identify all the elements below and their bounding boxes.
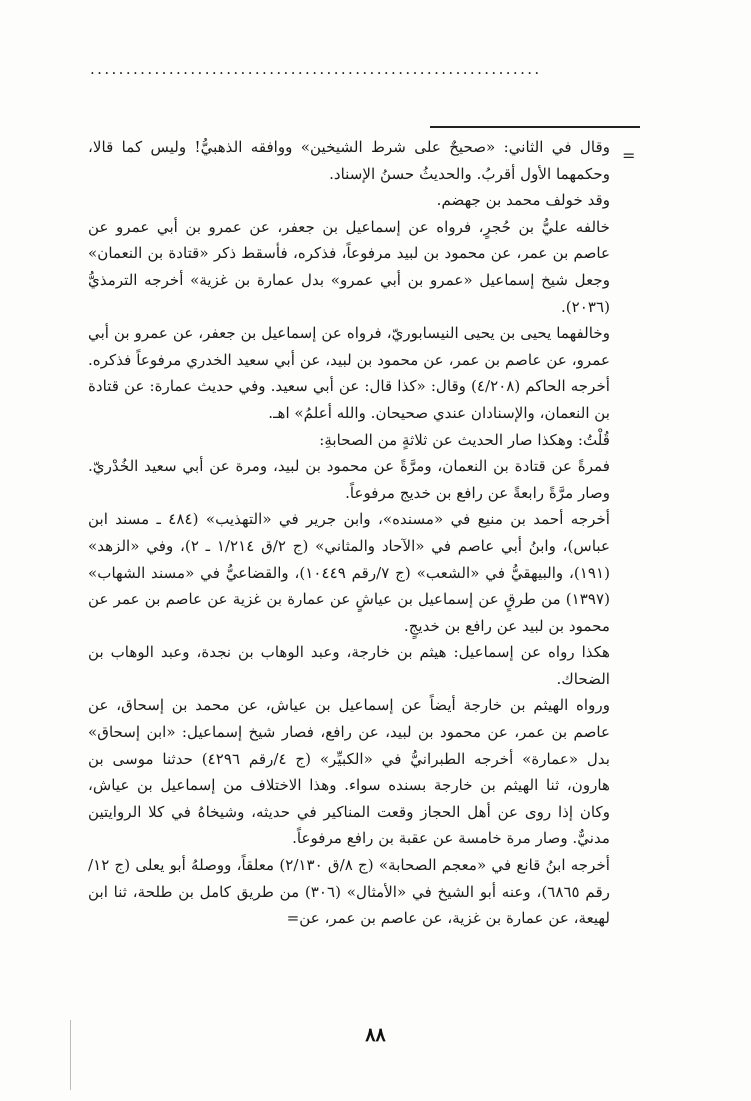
paragraph: أخرجه ابنُ قانع في «معجم الصحابة» (ج ٨/ق ٢/١٣٠) معلقاً، ووصلهُ أبو يعلى (ج ١٢/رقم ٦٨٦٥)، وعنه أبو الشيخ في «الأمثال» (٣٠٦) من طريق كامل بن طلحة، ثنا ابن لهيعة، عن عمارة بن غزية، عن عاصم بن عمر، عن= [88,856,610,928]
paragraph: قُلْتُ: وهكذا صار الحديث عن ثلاثةٍ من الصحابةِ: [319,430,610,449]
footnote-text-block [88,134,610,932]
page-number: ٨٨ [365,1024,386,1046]
paragraph: خالفه عليُّ بن حُجرٍ، فرواه عن إسماعيل بن جعفر، عن عمرو بن أبي عمرو عن عاصم بن عمر، عن محمود بن لبيد مرفوعاً، فذكره، فأسقط ذكر «قتادة بن النعمان» وجعل شيخ إسماعيل «عمرو بن أبي عمرو» بدل عمارة بن غزية» أخرجه الترمذيُّ (٢٠٣٦). [88,217,610,316]
paragraph: وخالفهما يحيى بن يحيى النيسابوريّ، فرواه عن إسماعيل بن جعفر، عن عمرو بن أبي عمرو، عن عاصم بن عمر، عن محمود بن لبيد، عن أبي سعيد الخدري مرفوعاً فذكره. أخرجه الحاكم (٤/٢٠٨) وقال: «كذا قال: عن أبي سعيد. وفي حديث عمارة: عن قتادة بن النعمان، والإسنادان عندي صحيحان. والله أعلمُ» اهـ. [88,324,610,422]
footnote-separator-rule [430,126,640,128]
paragraph: فمرةً عن قتادة بن النعمان، ومرَّةً عن محمود بن لبيد، ومرة عن أبي سعيد الخُدْريّ. وصار مرَّةً رابعةً عن رافع بن خديج مرفوعاً. [88,457,610,502]
header-dotted-rule: ............................................................... [90,62,542,76]
paragraph: وقد خولف محمد بن جهضم. [436,191,610,210]
continuation-mark: = [622,146,636,165]
paragraph: أخرجه أحمد بن منيع في «مسنده»، وابن جرير في «التهذيب» (٤٨٤ ـ مسند ابن عباس)، وابنُ أبي عاصم في «الآحاد والمثاني» (ج ٢/ق ١/٢١٤ ـ ٢)، وفي «الزهد» (١٩١)، والبيهقيُّ في «الشعب» (ج ٧/رقم ١٠٤٤٩)، والقضاعيُّ في «مسند الشهاب» (١٣٩٧) من طرقٍ عن إسماعيل بن عياشٍ عن عمارة بن غزية عن عاصم بن عمر عن محمود بن لبيد عن رافع بن خديجٍ. [88,510,610,635]
paragraph: هكذا رواه عن إسماعيل: هيثم بن خارجة، وعبد الوهاب بن نجدة، وعبد الوهاب بن الضحاك. [88,643,610,688]
paragraph: وقال في الثاني: «صحيحٌ على شرط الشيخين» ووافقه الذهبيُّ! وليس كما قالا، وحكمهما الأول أقربُ. والحديثُ حسنُ الإسناد. [88,138,610,183]
paragraph: ورواه الهيثم بن خارجة أيضاً عن إسماعيل بن عياش، عن محمد بن إسحاق، عن عاصم بن عمر، عن محمود بن لبيد، عن رافع، فصار شيخ إسماعيل: «ابن إسحاق» بدل «عمارة» أخرجه الطبرانيُّ في «الكبيِّر» (ج ٤/رقم ٤٢٩٦) حدثنا موسى بن هارون، ثنا الهيثم بن خارجة بسنده سواء. وهذا الاختلاف من إسماعيل بن عياش، وكان إذا روى عن أهل الحجاز وقعت المناكير في حديثه، وشيخاهُ في كلا الروايتين مدنيٌّ. وصار مرة خامسة عن عقبة بن رافع مرفوعاً. [88,696,610,848]
